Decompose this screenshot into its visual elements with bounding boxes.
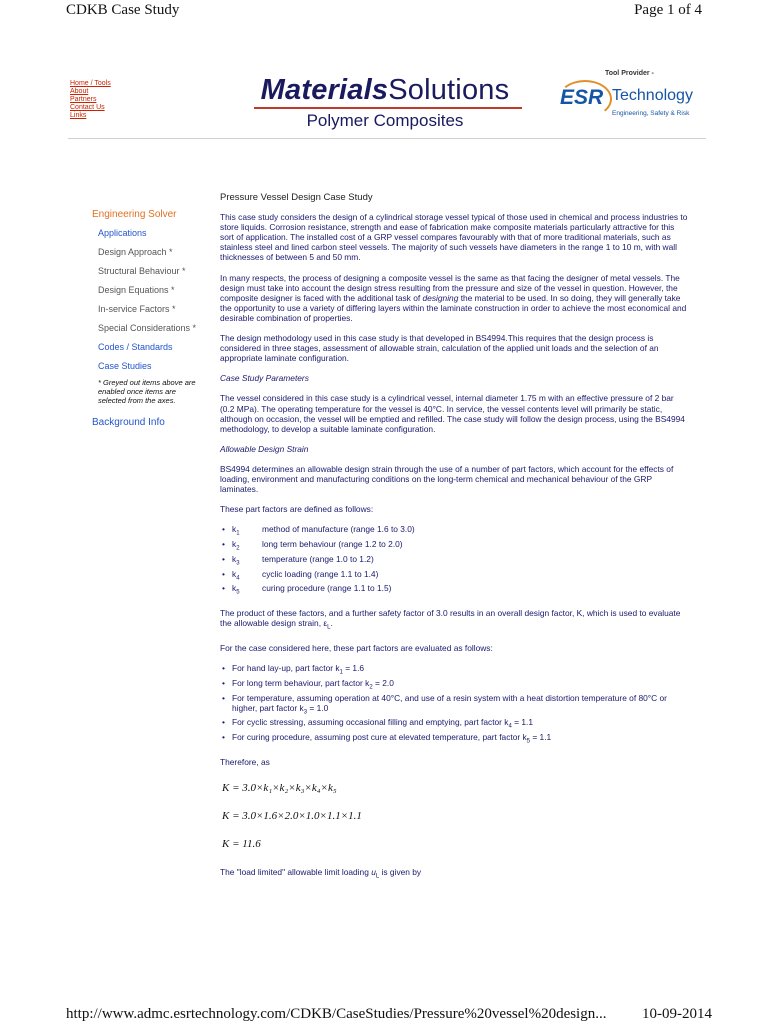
sidebar-item-case-studies[interactable]: Case Studies (98, 361, 152, 371)
nav-link-links[interactable]: Links (70, 112, 87, 119)
nav-link-partners[interactable]: Partners (70, 96, 97, 103)
list-item: • For cyclic stressing, assuming occasional filling and emptying, part factor $k_4 = 1.1$ (232, 717, 688, 732)
sidebar-title[interactable]: Engineering Solver (92, 209, 177, 220)
evaluation-list (220, 663, 688, 747)
sidebar-note: * Greyed out items above are enabled once items are selected from the axes. (98, 378, 196, 405)
esr-technology-text: Technology (612, 87, 693, 104)
therefore-text: Therefore, as (220, 756, 270, 767)
page-title: Pressure Vessel Design Case Study (220, 192, 373, 203)
logo-subtitle: Polymer Composites (306, 111, 464, 130)
header-divider (68, 138, 706, 139)
equation-k-values: K = 3.0×1.6×2.0×1.0×1.1×1.1 (222, 810, 362, 823)
sidebar-item-codes-standards[interactable]: Codes / Standards (98, 342, 173, 352)
top-nav (70, 80, 111, 120)
design-factor-paragraph: The product of these factors, and a further safety factor of 3.0 results in an overall design factor, K, which is used to evaluate the allowable design strain, $\varepsilon_L$. (220, 608, 681, 631)
section-heading-allowable-strain: Allowable Design Strain (220, 443, 309, 454)
strain-paragraph: BS4994 determines an allowable design strain through the use of a number of part factors, which account for the effects of loading, environment and manufacturing conditions on the long-term chemical and mechanical behaviour of the GRP laminates. (220, 463, 674, 495)
logo-materials-text: Materials (260, 74, 389, 106)
sidebar-item-background-info[interactable]: Background Info (92, 417, 165, 428)
nav-link-home-tools[interactable]: Home / Tools (70, 80, 111, 87)
nav-link-about[interactable]: About (70, 88, 89, 95)
esr-mark: ESR (560, 86, 604, 109)
list-item: • $k_3$ temperature (range 1.0 to 1.2) (232, 554, 688, 569)
print-footer-date: 10-09-2014 (642, 1006, 712, 1022)
evaluation-intro: For the case considered here, these part factors are evaluated as follows: (220, 642, 493, 653)
esr-technology-logo (558, 70, 708, 130)
sidebar-item-in-service-factors: In-service Factors * (98, 304, 176, 314)
sidebar (92, 209, 202, 428)
factors-intro: These part factors are defined as follows: (220, 504, 374, 515)
nav-link-contact-us[interactable]: Contact Us (70, 104, 105, 111)
print-footer-url: http://www.admc.esrtechnology.com/CDKB/CaseStudies/Pressure%20vessel%20design... (66, 1006, 607, 1022)
list-item: • $k_5$ curing procedure (range 1.1 to 1.5) (232, 583, 688, 598)
list-item: • $k_4$ cyclic loading (range 1.1 to 1.4) (232, 569, 688, 584)
part-factor-list (220, 524, 688, 598)
materials-solutions-logo (244, 74, 526, 131)
logo-solutions-text: Solutions (388, 74, 510, 106)
print-header-title: CDKB Case Study (66, 2, 180, 18)
esr-tagline: Engineering, Safety & Risk (612, 110, 690, 117)
sidebar-item-design-approach: Design Approach * (98, 247, 173, 257)
list-item: • For temperature, assuming operation at 40°C, and use of a resin system with a heat distortion temperature of 80°C or higher, part factor $k_3 = 1.0$ (232, 693, 688, 718)
list-item: • For hand lay-up, part factor $k_1 = 1.6$ (232, 663, 688, 678)
section-heading-parameters: Case Study Parameters (220, 373, 309, 384)
case-study-content (220, 193, 688, 892)
designing-emphasis: designing (422, 292, 459, 303)
sidebar-item-structural-behaviour: Structural Behaviour * (98, 266, 186, 276)
process-paragraph: In many respects, the process of designing a composite vessel is the same as that facing the designer of metal vessels. The design must take into account the design stress resulting from the pressure and size of the vessel in question. However, the composite designer is faced with the additional task of designing the material to be used. In so doing, they will generally take the opportunity to use a variety of differing layers within the laminate construction in order to achieve the most economical and desirable combination of properties. (220, 272, 687, 323)
print-header-page: Page 1 of 4 (634, 2, 702, 18)
equation-k-product: K = 3.0×k₁×k₂×k₃×k₄×k₅ (222, 782, 337, 795)
sidebar-item-design-equations: Design Equations * (98, 285, 175, 295)
load-limited-paragraph: The "load limited" allowable limit loading $u_L$ is given by (220, 867, 422, 880)
equation-k-result: K = 11.6 (222, 838, 261, 851)
list-item: • $k_1$ method of manufacture (range 1.6 to 3.0) (232, 524, 688, 539)
sidebar-item-applications[interactable]: Applications (98, 228, 147, 238)
methodology-paragraph: The design methodology used in this case study is that developed in BS4994.This requires that the design process is considered in three stages, assessment of allowable strain, calculation of the applied unit loads and the selection of an appropriate laminate configuration. (220, 333, 659, 364)
intro-paragraph: This case study considers the design of a cylindrical storage vessel typical of those used in chemical and process industries to store liquids. Corrosion resistance, strength and ease of fabrication make composite materials particularly attractive for this sort of application. The installed cost of a GRP vessel compares favourably with that of more traditional materials, such as stainless steel and lined carbon steel vessels. The majority of such vessels have diameters in the range 1 to 10 m, with wall thicknesses of between 5 and 50 mm. (220, 212, 688, 263)
list-item: • For curing procedure, assuming post cure at elevated temperature, part factor $k_5 = 1.1$ (232, 732, 688, 747)
parameters-paragraph: The vessel considered in this case study is a cylindrical vessel, internal diameter 1.75 m with an effective pressure of 2 bar (0.2 MPa). The operating temperature for the vessel is 40°C. In service, the vessel contents level will primarily be static, although on occasion, the vessel will be emptied and refilled. The case study will follow the design process, using the BS4994 methodology, to develop a suitable laminate configuration. (220, 393, 685, 434)
logo-rule (254, 107, 522, 109)
sidebar-item-special-considerations: Special Considerations * (98, 323, 197, 333)
list-item: • $k_2$ long term behaviour (range 1.2 to 2.0) (232, 539, 688, 554)
list-item: • For long term behaviour, part factor $k_2 = 2.0$ (232, 678, 688, 693)
tool-provider-label: Tool Provider - (605, 70, 654, 77)
